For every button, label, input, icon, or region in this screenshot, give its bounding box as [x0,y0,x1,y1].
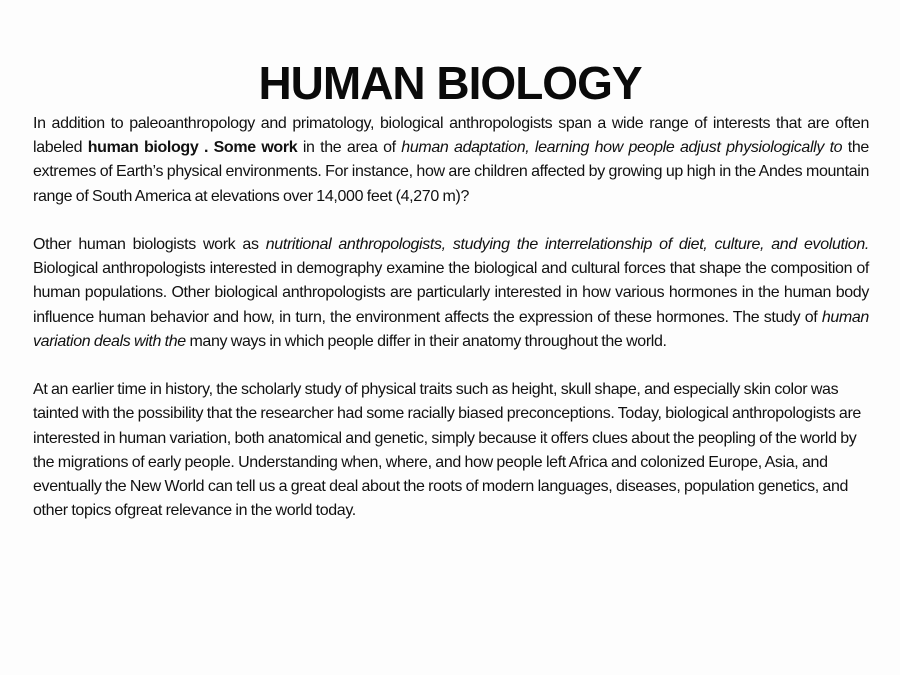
text-segment: Biological anthropologists interested in demography examine the biological and cultural forces that shape the composition of human populations. Other biological anthropologists are particularly interested in how various hormones in the human body influence human behavior and how, in turn, the environment affects the expression of these hormones. The study of [33,260,869,326]
text-segment: the extremes of Earth’s physical environments. For instance, how are children affected by growing up high in the Andes mountain range of South America at elevations over 14,000 feet (4,270 m)? [33,139,869,205]
paragraph-human-biology-intro [33,112,869,209]
bold-term-human-biology: human biology . Some work [87,139,298,157]
text-segment: in the area of [297,139,402,157]
text-segment: In addition to paleoanthropology and primatology, biological anthropologists span a wide range of interests that are often labeled [33,115,869,157]
italic-term-nutritional-anthropologists: nutritional anthropologists, studying the interrelationship of diet, culture, and evolution. [265,236,869,253]
text-segment: At an earlier time in history, the scholarly study of physical traits such as height, skull shape, and especially skin color was tainted with the possibility that the researcher had some racially biased preconceptions. Today, biological anthropologists are interested in human variation, both anatomical and genetic, simply because it offers clues about the peopling of the world by the migrations of early people. Understanding when, where, and how people left Africa and colonized Europe, Asia, and eventually the New World can tell us a great deal about the roots of modern languages, diseases, population genetics, and other topics ofgreat relevance in the world today. [33,381,861,520]
paragraph-history [33,378,869,523]
text-segment: Other human biologists work as [33,236,266,253]
italic-term-human-variation: human variation deals with the [33,308,869,350]
paragraph-gap [33,209,869,233]
paragraph-other-biologists [33,233,869,354]
slide-body [33,112,869,523]
italic-term-human-adaptation: human adaptation, learning how people adjust physiologically to [401,139,843,157]
slide-title: HUMAN BIOLOGY [258,57,642,109]
paragraph-gap [33,354,869,378]
text-segment: many ways in which people differ in their anatomy throughout the world. [185,332,667,350]
